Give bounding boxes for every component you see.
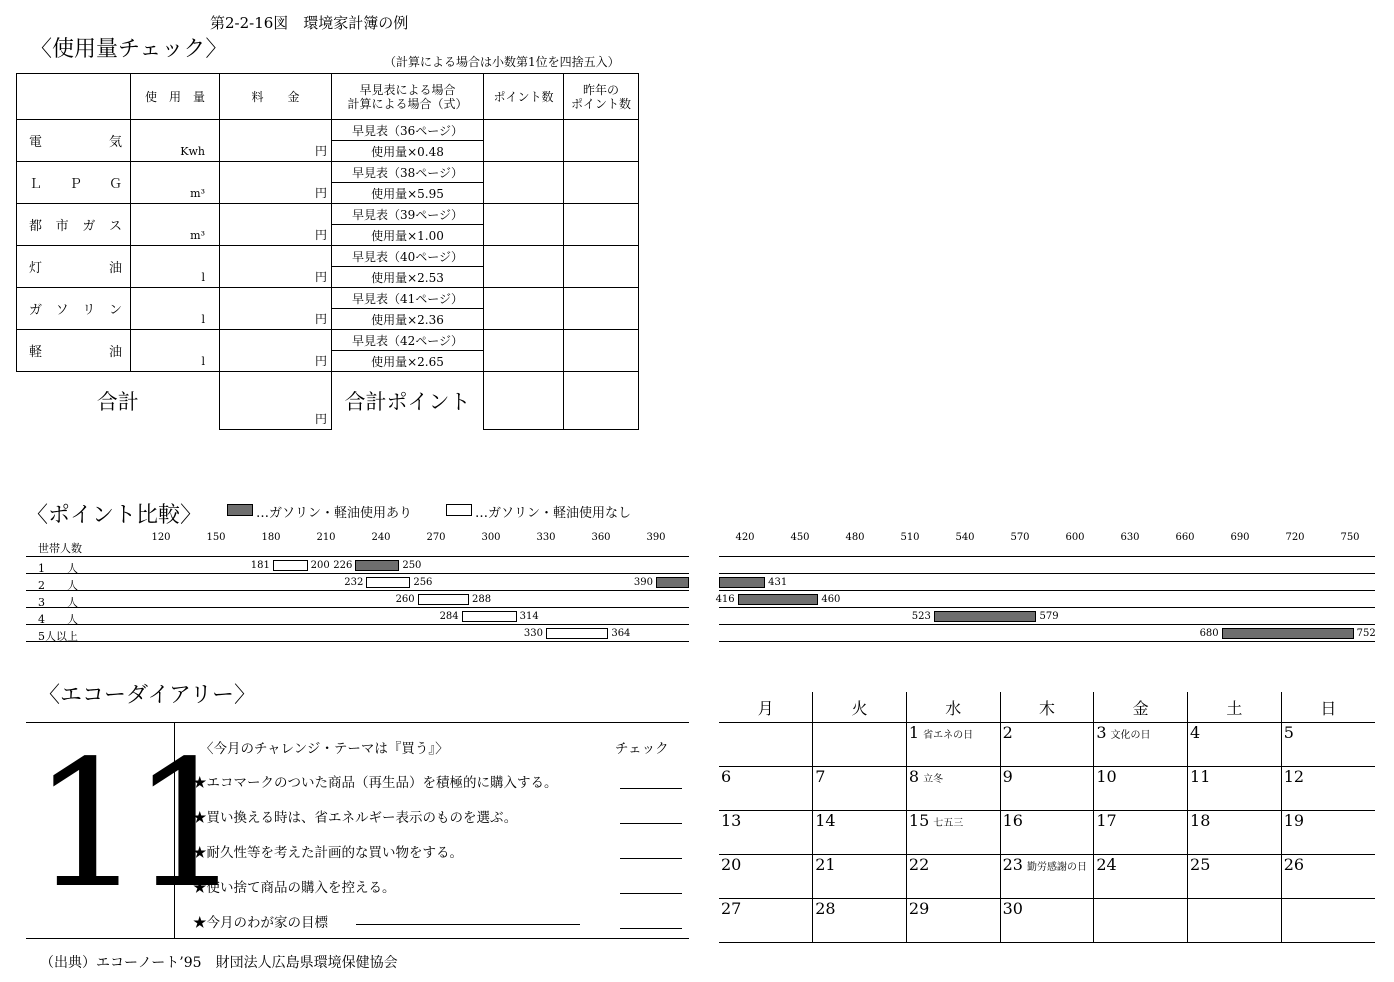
grid-line-left xyxy=(26,573,689,574)
day-number: 9 xyxy=(1002,767,1013,786)
fee-field[interactable]: 円 xyxy=(220,246,332,288)
category-label: 1 人 xyxy=(38,562,78,575)
x-tick-label: 240 xyxy=(371,532,391,543)
calc-formula: 使用量×0.48 xyxy=(332,141,484,162)
range-end-label: 250 xyxy=(402,560,422,571)
calendar-day[interactable] xyxy=(1188,723,1282,767)
challenge-item: ★今月のわが家の目標 xyxy=(193,915,328,931)
range-end-label: 364 xyxy=(611,628,631,639)
day-event: 七五三 xyxy=(933,818,964,829)
challenge-item: ★エコマークのついた商品（再生品）を積極的に購入する。 xyxy=(193,775,558,791)
points-field[interactable] xyxy=(484,120,564,162)
x-tick-label: 630 xyxy=(1120,532,1140,543)
x-tick-label: 540 xyxy=(955,532,975,543)
fee-field[interactable]: 円 xyxy=(220,330,332,372)
x-tick-label: 360 xyxy=(591,532,611,543)
calendar-day[interactable] xyxy=(719,767,813,811)
usage-item: Ｌ Ｐ Ｇ xyxy=(17,162,131,204)
usage-table xyxy=(16,73,639,430)
range-bar xyxy=(934,611,1037,622)
points-field[interactable] xyxy=(484,246,564,288)
total-row xyxy=(17,372,639,430)
usage-row xyxy=(17,204,639,225)
lookup-table-ref: 早見表（40ページ） xyxy=(332,246,484,267)
x-tick-label: 210 xyxy=(316,532,336,543)
day-event: 勤労感謝の日 xyxy=(1026,862,1087,873)
weekday-header-row xyxy=(719,692,1375,723)
day-number: 7 xyxy=(815,767,826,786)
diary-bottom-rule xyxy=(26,938,689,939)
calendar-day[interactable] xyxy=(1000,767,1094,811)
legend-label-with: …ガソリン・軽油使用あり xyxy=(256,506,413,521)
header-method: 早見表による場合 計算による場合（式） xyxy=(332,74,484,120)
challenge-item: ★買い換える時は、省エネルギー表示のものを選ぶ。 xyxy=(193,810,518,826)
points-field[interactable] xyxy=(484,330,564,372)
weekday-header: 日 xyxy=(1281,692,1375,723)
range-end-label: 256 xyxy=(413,577,433,588)
day-number xyxy=(1188,899,1190,918)
x-tick-label: 510 xyxy=(900,532,920,543)
x-tick-label: 390 xyxy=(646,532,666,543)
usage-check-heading: 〈使用量チェック〉 xyxy=(30,37,228,62)
day-number: 4 xyxy=(1190,723,1201,742)
calendar-day[interactable] xyxy=(1094,855,1188,899)
day-event: 立冬 xyxy=(923,774,944,785)
day-number: 29 xyxy=(908,899,930,918)
diary-top-rule xyxy=(26,722,689,723)
calendar-day xyxy=(813,723,907,767)
grid-line-right xyxy=(719,624,1375,625)
calendar-day[interactable] xyxy=(813,767,907,811)
usage-item: 軽 油 xyxy=(17,330,131,372)
grid-line-right xyxy=(719,556,1375,557)
point-compare-heading: 〈ポイント比較〉 xyxy=(26,503,203,528)
last-year-points-field[interactable] xyxy=(564,204,639,246)
calendar-day[interactable] xyxy=(719,855,813,899)
header-blank xyxy=(17,74,131,120)
x-tick-label: 420 xyxy=(735,532,755,543)
x-tick-label: 180 xyxy=(261,532,281,543)
x-tick-label: 480 xyxy=(845,532,865,543)
month-number: 11 xyxy=(32,724,231,927)
calendar-week xyxy=(719,767,1375,811)
day-number: 15 xyxy=(908,811,930,830)
check-box-line[interactable] xyxy=(620,893,682,894)
grid-line-right xyxy=(719,641,1375,642)
day-number: 18 xyxy=(1190,811,1211,830)
check-label: チェック xyxy=(615,741,669,757)
total-points-field[interactable] xyxy=(484,372,564,430)
usage-item: 電 気 xyxy=(17,120,131,162)
grid-line-right xyxy=(719,590,1375,591)
x-tick-label: 300 xyxy=(481,532,501,543)
calendar-day[interactable] xyxy=(906,767,1000,811)
household-size-header: 世帯人数 xyxy=(38,542,82,555)
day-number: 11 xyxy=(1190,767,1211,786)
grid-line-left xyxy=(26,641,689,642)
day-number: 26 xyxy=(1283,855,1305,874)
x-tick-label: 600 xyxy=(1065,532,1085,543)
range-end-label: 200 xyxy=(310,560,330,571)
calendar-day[interactable] xyxy=(1000,811,1094,855)
fee-field[interactable]: 円 xyxy=(220,162,332,204)
usage-item: ガ ソ リ ン xyxy=(17,288,131,330)
eco-diary-heading: 〈エコーダイアリー〉 xyxy=(38,683,257,708)
usage-row xyxy=(17,246,639,267)
calendar-day[interactable] xyxy=(906,811,1000,855)
calendar-day[interactable] xyxy=(719,811,813,855)
category-label: 5人以上 xyxy=(38,630,78,643)
calendar-day[interactable] xyxy=(1281,723,1375,767)
range-end-label: 752 xyxy=(1356,628,1376,639)
last-year-points-field[interactable] xyxy=(564,288,639,330)
calendar-week xyxy=(719,899,1375,943)
lookup-table-ref: 早見表（38ページ） xyxy=(332,162,484,183)
calendar-day[interactable] xyxy=(1188,767,1282,811)
header-last-year: 昨年の ポイント数 xyxy=(564,74,639,120)
day-number: 25 xyxy=(1190,855,1211,874)
x-tick-label: 720 xyxy=(1285,532,1305,543)
x-tick-label: 570 xyxy=(1010,532,1030,543)
day-number: 5 xyxy=(1283,723,1294,742)
range-start-label: 181 xyxy=(250,560,270,571)
calendar-week xyxy=(719,811,1375,855)
calendar-day xyxy=(719,723,813,767)
calendar-day[interactable] xyxy=(1000,855,1094,899)
weekday-header: 月 xyxy=(719,692,813,723)
range-bar xyxy=(355,560,399,571)
source-credit: （出典）エコーノート’95 財団法人広島県環境保健協会 xyxy=(40,955,398,971)
day-number xyxy=(1282,899,1284,918)
range-bar xyxy=(1222,628,1354,639)
range-bar xyxy=(738,594,819,605)
day-number: 13 xyxy=(721,811,742,830)
range-end-label: 460 xyxy=(821,594,841,605)
challenge-item: ★耐久性等を考えた計画的な買い物をする。 xyxy=(193,845,463,861)
range-start-label: 390 xyxy=(633,577,653,588)
usage-row xyxy=(17,162,639,183)
grid-line-right xyxy=(719,607,1375,608)
day-number: 28 xyxy=(815,899,836,918)
range-start-label: 416 xyxy=(715,594,735,605)
header-fee: 料 金 xyxy=(220,74,332,120)
category-label: 2 人 xyxy=(38,579,78,592)
day-number: 21 xyxy=(815,855,836,874)
calendar-day[interactable] xyxy=(1188,855,1282,899)
x-tick-label: 660 xyxy=(1175,532,1195,543)
day-number: 23 xyxy=(1002,855,1023,874)
range-end-label: 431 xyxy=(768,577,788,588)
day-number: 3 xyxy=(1096,723,1107,742)
range-bar xyxy=(546,628,608,639)
range-bar xyxy=(273,560,308,571)
range-start-label: 680 xyxy=(1199,628,1219,639)
lookup-table-ref: 早見表（41ページ） xyxy=(332,288,484,309)
lookup-table-ref: 早見表（39ページ） xyxy=(332,204,484,225)
last-year-points-field[interactable] xyxy=(564,162,639,204)
day-number: 14 xyxy=(815,811,836,830)
rounding-note: （計算による場合は小数第1位を四捨五入） xyxy=(384,55,620,69)
legend-swatch-with xyxy=(227,504,253,516)
total-points-label: 合計ポイント xyxy=(344,389,471,414)
weekday-header: 木 xyxy=(1000,692,1094,723)
points-field[interactable] xyxy=(484,204,564,246)
range-bar xyxy=(719,577,765,588)
range-start-label: 260 xyxy=(395,594,415,605)
check-box-line[interactable] xyxy=(620,858,682,859)
range-bar xyxy=(656,577,689,588)
calendar-day xyxy=(1281,899,1375,943)
day-number xyxy=(719,723,721,742)
calendar-day[interactable] xyxy=(1000,723,1094,767)
total-fee-field[interactable]: 円 xyxy=(220,372,332,430)
check-box-line[interactable] xyxy=(620,928,682,929)
x-tick-label: 270 xyxy=(426,532,446,543)
weekday-header: 火 xyxy=(813,692,907,723)
calendar-day[interactable] xyxy=(719,899,813,943)
calc-formula: 使用量×5.95 xyxy=(332,183,484,204)
x-tick-label: 120 xyxy=(151,532,171,543)
lookup-table-ref: 早見表（42ページ） xyxy=(332,330,484,351)
fee-field[interactable]: 円 xyxy=(220,288,332,330)
day-number: 22 xyxy=(908,855,930,874)
usage-row xyxy=(17,330,639,351)
calc-formula: 使用量×2.53 xyxy=(332,267,484,288)
calendar-day[interactable] xyxy=(906,723,1000,767)
usage-amount-field[interactable]: l xyxy=(131,330,220,372)
header-points: ポイント数 xyxy=(484,74,564,120)
challenge-theme: 〈今月のチャレンジ・テーマは『買う』〉 xyxy=(200,741,449,757)
day-number: 1 xyxy=(908,723,920,742)
day-number: 10 xyxy=(1096,767,1117,786)
total-label: 合計 xyxy=(96,389,139,414)
legend-label-without: …ガソリン・軽油使用なし xyxy=(475,506,632,521)
usage-item: 灯 油 xyxy=(17,246,131,288)
day-number: 30 xyxy=(1002,899,1023,918)
last-year-points-field[interactable] xyxy=(564,120,639,162)
lookup-table-ref: 早見表（36ページ） xyxy=(332,120,484,141)
range-start-label: 330 xyxy=(523,628,543,639)
range-start-label: 232 xyxy=(344,577,364,588)
usage-row xyxy=(17,288,639,309)
range-end-label: 579 xyxy=(1039,611,1059,622)
calendar-day[interactable] xyxy=(1281,855,1375,899)
calendar-day[interactable] xyxy=(1188,811,1282,855)
calendar-day[interactable] xyxy=(906,855,1000,899)
calendar-day[interactable] xyxy=(1094,811,1188,855)
day-number: 24 xyxy=(1096,855,1117,874)
category-label: 4 人 xyxy=(38,613,78,626)
day-event: 省エネの日 xyxy=(923,730,974,741)
points-field[interactable] xyxy=(484,288,564,330)
calendar-day[interactable] xyxy=(906,899,1000,943)
figure-title: 第2-2-16図 環境家計簿の例 xyxy=(210,14,409,32)
usage-amount-field[interactable]: Kwh xyxy=(131,120,220,162)
range-end-label: 288 xyxy=(472,594,492,605)
points-field[interactable] xyxy=(484,162,564,204)
category-label: 3 人 xyxy=(38,596,78,609)
x-tick-label: 330 xyxy=(536,532,556,543)
header-usage: 使 用 量 xyxy=(131,74,220,120)
day-number: 2 xyxy=(1002,723,1013,742)
weekday-header: 金 xyxy=(1094,692,1188,723)
last-year-points-field[interactable] xyxy=(564,246,639,288)
fee-field[interactable]: 円 xyxy=(220,204,332,246)
usage-item: 都 市 ガ ス xyxy=(17,204,131,246)
check-box-line[interactable] xyxy=(620,823,682,824)
day-number: 17 xyxy=(1096,811,1117,830)
calendar-day[interactable] xyxy=(813,899,907,943)
calendar-day[interactable] xyxy=(813,811,907,855)
usage-amount-field[interactable]: m³ xyxy=(131,204,220,246)
grid-line-right xyxy=(719,573,1375,574)
range-start-label: 226 xyxy=(333,560,353,571)
day-number xyxy=(813,723,815,742)
day-number: 6 xyxy=(721,767,732,786)
range-start-label: 284 xyxy=(439,611,459,622)
weekday-header: 水 xyxy=(906,692,1000,723)
day-number: 16 xyxy=(1002,811,1023,830)
day-event: 文化の日 xyxy=(1110,730,1151,741)
check-box-line[interactable] xyxy=(620,788,682,789)
challenge-item: ★使い捨て商品の購入を控える。 xyxy=(193,880,396,896)
range-bar xyxy=(462,611,517,622)
day-number xyxy=(1094,899,1096,918)
calendar-week xyxy=(719,723,1375,767)
day-number: 20 xyxy=(721,855,742,874)
x-tick-label: 690 xyxy=(1230,532,1250,543)
grid-line-left xyxy=(26,556,689,557)
grid-line-left xyxy=(26,624,689,625)
calendar-week xyxy=(719,855,1375,899)
usage-amount-field[interactable]: l xyxy=(131,288,220,330)
calendar xyxy=(719,692,1375,943)
x-tick-label: 150 xyxy=(206,532,226,543)
calendar-day xyxy=(1094,899,1188,943)
day-number: 27 xyxy=(721,899,742,918)
fee-field[interactable]: 円 xyxy=(220,120,332,162)
calc-formula: 使用量×2.36 xyxy=(332,309,484,330)
calendar-day[interactable] xyxy=(1094,767,1188,811)
family-goal-field[interactable] xyxy=(356,924,580,925)
calc-formula: 使用量×2.65 xyxy=(332,351,484,372)
calendar-day xyxy=(1188,899,1282,943)
range-start-label: 523 xyxy=(911,611,931,622)
last-year-points-field[interactable] xyxy=(564,330,639,372)
calendar-day[interactable] xyxy=(1281,811,1375,855)
total-last-year-field[interactable] xyxy=(564,372,639,430)
range-end-label: 314 xyxy=(519,611,539,622)
grid-line-left xyxy=(26,590,689,591)
calc-formula: 使用量×1.00 xyxy=(332,225,484,246)
usage-row xyxy=(17,120,639,141)
calendar-day[interactable] xyxy=(1000,899,1094,943)
calendar-day[interactable] xyxy=(1281,767,1375,811)
x-tick-label: 450 xyxy=(790,532,810,543)
day-number: 12 xyxy=(1283,767,1305,786)
weekday-header: 土 xyxy=(1188,692,1282,723)
day-number: 8 xyxy=(908,767,920,786)
grid-line-left xyxy=(26,607,689,608)
legend-swatch-without xyxy=(446,504,472,516)
usage-amount-field[interactable]: m³ xyxy=(131,162,220,204)
usage-amount-field[interactable]: l xyxy=(131,246,220,288)
day-number: 19 xyxy=(1283,811,1305,830)
calendar-day[interactable] xyxy=(1094,723,1188,767)
range-bar xyxy=(418,594,469,605)
x-tick-label: 750 xyxy=(1340,532,1360,543)
calendar-day[interactable] xyxy=(813,855,907,899)
range-bar xyxy=(366,577,410,588)
